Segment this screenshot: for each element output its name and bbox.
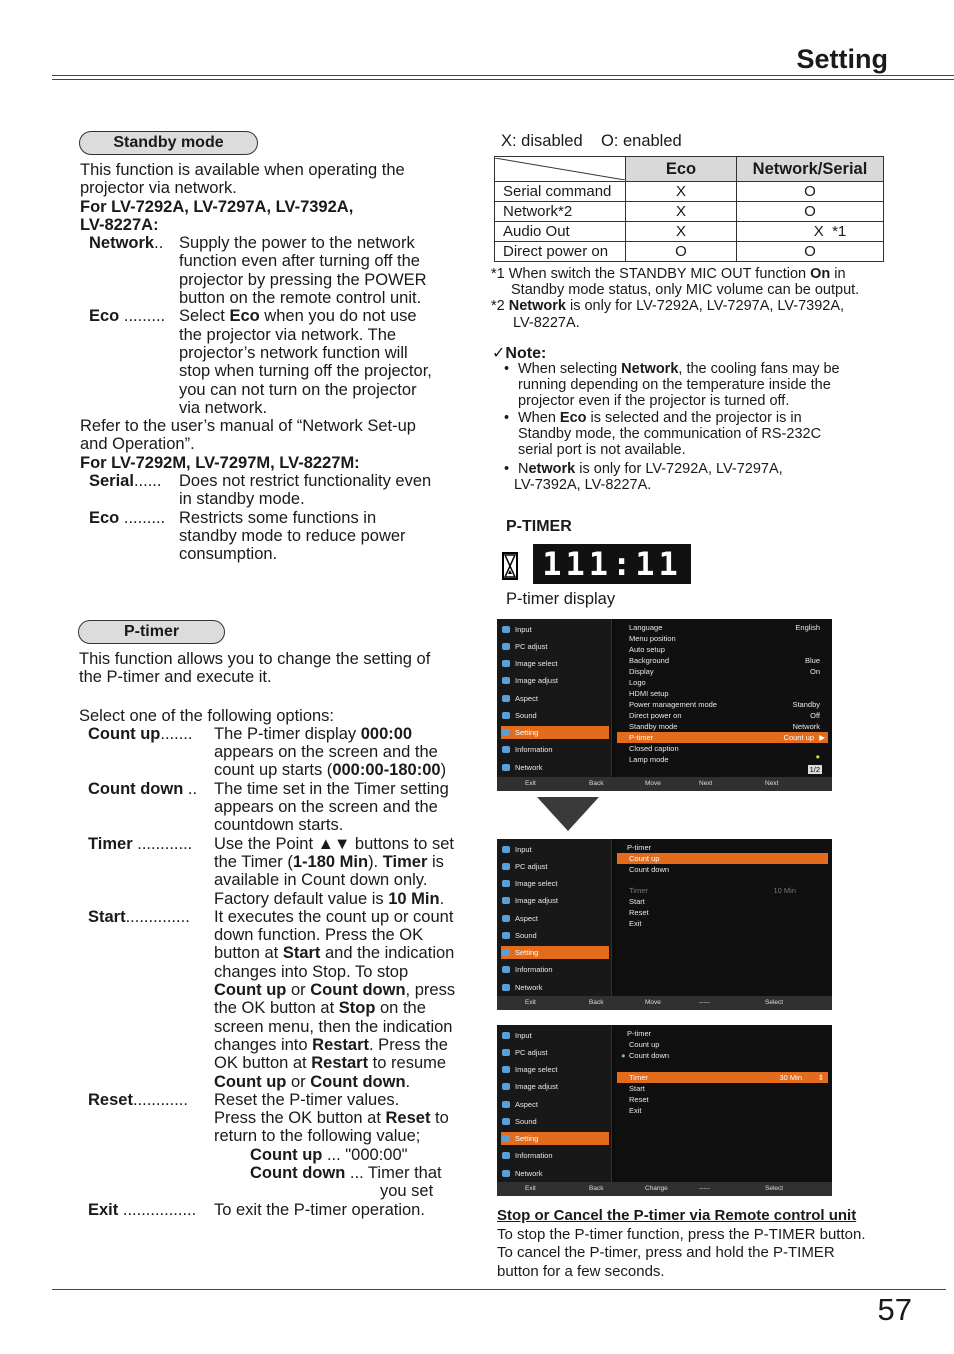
menu2-right-panel xyxy=(615,839,832,996)
menu-screenshot-setting xyxy=(497,619,832,791)
menu3-item-image-select[interactable]: Image select xyxy=(501,1063,609,1076)
note-b1-l2: running depending on the temperature inside the xyxy=(518,377,831,394)
standby-intro-line2: projector via network. xyxy=(80,179,237,198)
menu3-item-setting[interactable]: Setting xyxy=(501,1132,609,1145)
menu1-row-value: Off xyxy=(810,711,820,720)
exit-row xyxy=(79,1201,489,1219)
menu1-bar-move[interactable]: Move xyxy=(645,780,661,787)
menu1-item-image-adjust[interactable]: Image adjust xyxy=(501,674,609,687)
eco-desc-2: the projector via network. The xyxy=(179,325,397,344)
start-term: Start xyxy=(88,907,126,926)
menu1-row[interactable] xyxy=(629,666,828,677)
footnote2-line2: LV-8227A. xyxy=(513,314,580,331)
menu1-row-label: P-timer xyxy=(629,733,654,742)
note-title: Note: xyxy=(505,345,547,362)
ptimer-digits-display: 111:11 xyxy=(533,544,691,584)
radio-dot-icon: ● xyxy=(621,1051,626,1060)
serial-term: Serial xyxy=(89,472,134,491)
menu1-row-label: Auto setup xyxy=(629,645,665,654)
table-row-label: Network*2 xyxy=(495,202,626,222)
countup-row xyxy=(79,725,489,780)
menu1-row[interactable] xyxy=(629,721,828,732)
menu3-item-network[interactable]: Network xyxy=(501,1167,609,1180)
standby-models-a: For LV-7292A, LV-7297A, LV-7392A, xyxy=(80,197,354,216)
menu3-row-reset[interactable]: Reset xyxy=(629,1095,649,1104)
menu1-row-value: Blue xyxy=(804,656,820,665)
menu3-bar-change[interactable]: Change xyxy=(645,1185,668,1192)
start-l9-bold: Restart xyxy=(311,1054,369,1073)
timer-l2-post: is xyxy=(427,852,444,871)
network-desc-1: Supply the power to the network xyxy=(179,234,415,253)
countup-l3-pre: count up starts ( xyxy=(214,761,333,780)
countdown-desc-1: The time set in the Timer setting xyxy=(214,779,449,798)
menu1-item-sound[interactable]: Sound xyxy=(501,709,609,722)
menu1-row-label: Power management mode xyxy=(629,700,717,709)
serial-dots: ...... xyxy=(133,472,162,491)
standby-intro-line1: This function is available when operating the xyxy=(80,161,405,179)
menu3-option-label: Count down xyxy=(629,1051,670,1060)
footnote2-bold: Network xyxy=(508,298,566,315)
eco-desc-bold: Eco xyxy=(229,307,260,326)
table-corner xyxy=(495,157,626,182)
menu2-row-timer[interactable] xyxy=(629,885,828,896)
menu1-bar-exit[interactable]: Exit xyxy=(525,780,536,787)
note-b1-pre: When selecting xyxy=(518,361,622,377)
exit-term: Exit xyxy=(88,1200,119,1219)
timer-l3: available in Count down only. xyxy=(214,871,428,890)
standby-mode-pill: Standby mode xyxy=(79,131,258,155)
start-l7: screen menu, then the indication xyxy=(214,1017,453,1036)
standby-network-row xyxy=(80,234,480,307)
countup-l2: appears on the screen and the xyxy=(214,743,438,762)
menu1-item-input[interactable]: Input xyxy=(501,623,609,636)
remote-line2: To cancel the P-timer, press and hold the P-TIMER xyxy=(497,1244,835,1261)
timer-dots: ............ xyxy=(137,834,193,853)
table-row xyxy=(495,202,884,222)
menu1-row-value: On xyxy=(809,667,820,676)
start-l6-bold: Stop xyxy=(338,999,376,1018)
table-cell-eco: X xyxy=(626,182,737,202)
menu2-row-reset[interactable]: Reset xyxy=(629,908,649,917)
network-dots: .. xyxy=(154,234,164,253)
menu2-left-panel xyxy=(497,839,612,996)
eco-desc-5: you can not turn on the projector xyxy=(179,380,417,399)
eco-desc-post: when you do not use xyxy=(259,307,417,326)
menu1-row-label: Background xyxy=(629,656,670,665)
eco-desc-pre: Select xyxy=(179,307,230,326)
menu2-item-pc-adjust[interactable]: PC adjust xyxy=(501,860,609,873)
start-l1: It executes the count up or count xyxy=(214,907,454,926)
start-l4: changes into Stop. To stop xyxy=(214,962,409,981)
footnote2-post: is only for LV-7292A, LV-7297A, LV-7392A, xyxy=(565,298,845,315)
updown-arrows-icon: ⇕ xyxy=(817,1073,824,1082)
lightbulb-icon: ● xyxy=(815,752,820,761)
table-cell-network: O xyxy=(737,242,884,262)
menu1-bar-back[interactable]: Back xyxy=(589,780,604,787)
menu3-item-aspect[interactable]: Aspect xyxy=(501,1098,609,1111)
menu-screenshot-ptimer-countdown xyxy=(497,1025,832,1196)
header-rule-top xyxy=(52,75,954,76)
reset-l2-bold: Reset xyxy=(385,1109,431,1128)
menu2-bar-exit[interactable]: Exit xyxy=(525,999,536,1006)
menu1-row-value: English xyxy=(795,623,820,632)
menu3-bar-exit[interactable]: Exit xyxy=(525,1185,536,1192)
menu3-right-panel xyxy=(615,1025,832,1182)
table-cell-eco: X xyxy=(626,202,737,222)
eco-desc-4: stop when turning off the projector, xyxy=(179,362,432,381)
table-corner-diagonal xyxy=(495,158,625,180)
timer-l2-bold2: Timer xyxy=(382,852,428,871)
note-b3-bold: etwork xyxy=(528,461,576,478)
eco2-desc-1: Restricts some functions in xyxy=(179,508,377,527)
note-bullet-2 xyxy=(492,410,912,459)
page-number: 57 xyxy=(877,1292,912,1327)
table-row xyxy=(495,222,884,242)
reset-l3: return to the following value; xyxy=(214,1127,421,1146)
start-l10-mid: or xyxy=(286,1072,311,1091)
menu2-option-label: Count up xyxy=(629,854,660,863)
checkmark-icon: ✓ xyxy=(492,345,506,362)
menu1-row-label: Lamp mode xyxy=(629,755,669,764)
countdown-row xyxy=(79,780,489,835)
standby-serial-row xyxy=(80,472,480,509)
menu2-row-value: 10 Min xyxy=(773,886,796,895)
table-row-label: Direct power on xyxy=(495,242,626,262)
menu2-bar-move[interactable]: Move xyxy=(645,999,661,1006)
menu3-bar-back[interactable]: Back xyxy=(589,1185,604,1192)
ptimer-intro-line1: This function allows you to change the setting of xyxy=(79,650,431,668)
timer-l4-bold: 10 Min xyxy=(388,889,440,908)
menu1-row[interactable] xyxy=(629,699,828,710)
footnote1-pre: *1 When switch the STANDBY MIC OUT function xyxy=(491,266,811,282)
note-b1-post: , the cooling fans may be xyxy=(678,361,840,377)
standby-models-a2: LV-8227A: xyxy=(80,215,159,234)
footer-rule xyxy=(52,1289,946,1290)
table-row-label: Audio Out xyxy=(495,222,626,242)
menu1-item-information[interactable]: Information xyxy=(501,743,609,756)
eco-desc-6: via network. xyxy=(179,398,268,417)
menu3-row-start[interactable]: Start xyxy=(629,1084,645,1093)
start-l3-pre: button at xyxy=(214,944,283,963)
menu1-page-indicator: 1/2 xyxy=(809,765,820,774)
menu2-item-image-adjust[interactable]: Image adjust xyxy=(501,894,609,907)
timer-l4-pre: Factory default value is xyxy=(214,889,389,908)
hourglass-icon xyxy=(502,552,518,580)
eco-dots: ......... xyxy=(123,307,166,326)
menu3-row-label: Timer xyxy=(629,1073,648,1082)
footnote1-post: in xyxy=(830,266,846,282)
remote-heading: Stop or Cancel the P-timer via Remote control unit xyxy=(497,1207,857,1224)
start-l5-mid: or xyxy=(286,981,311,1000)
menu2-row-start[interactable]: Start xyxy=(629,897,645,906)
standby-mode-body xyxy=(80,161,480,564)
timer-row xyxy=(79,835,489,908)
eco2-dots: ......... xyxy=(123,508,166,527)
menu3-title: P-timer xyxy=(627,1029,652,1038)
menu1-row[interactable] xyxy=(629,633,828,644)
menu2-item-network[interactable]: Network xyxy=(501,981,609,994)
table-header-eco: Eco xyxy=(626,157,737,182)
menu1-row-value: Network xyxy=(792,722,820,731)
menu1-row-label: Language xyxy=(629,623,663,632)
start-l10-post: . xyxy=(405,1072,411,1091)
ptimer-body xyxy=(79,650,489,1219)
countdown-desc-3: countdown starts. xyxy=(214,816,344,835)
menu1-row-label: HDMI setup xyxy=(629,689,669,698)
standby-models-m: For LV-7292M, LV-7297M, LV-8227M: xyxy=(80,453,360,472)
table-cell-eco: X xyxy=(626,222,737,242)
ptimer-select-line: Select one of the following options: xyxy=(79,706,335,725)
menu1-row-ptimer[interactable] xyxy=(617,732,828,743)
menu1-row-label: Menu position xyxy=(629,634,676,643)
eco-term: Eco xyxy=(89,307,120,326)
menu3-left-panel xyxy=(497,1025,612,1182)
menu2-item-setting[interactable]: Setting xyxy=(501,946,609,959)
note-b3-pre: N xyxy=(518,461,529,478)
note-heading xyxy=(492,343,546,363)
start-l10-b2: Count down xyxy=(310,1072,406,1091)
start-l8-post: . Press the xyxy=(369,1035,448,1054)
note-b3-post: is only for LV-7292A, LV-7297A, xyxy=(575,461,783,478)
menu1-item-setting[interactable]: Setting xyxy=(501,726,609,739)
header-rule-bottom xyxy=(52,79,954,80)
timer-l2-mid: ). xyxy=(368,852,383,871)
start-l3-post: and the indication xyxy=(320,944,455,963)
remote-line1: To stop the P-timer function, press the P-TIMER button. xyxy=(497,1225,866,1243)
start-l8-bold: Restart xyxy=(312,1035,370,1054)
start-l5-post: , press xyxy=(405,981,456,1000)
menu1-row-value: Count up xyxy=(783,733,814,742)
menu2-item-image-select[interactable]: Image select xyxy=(501,877,609,890)
serial-desc-2: in standby mode. xyxy=(179,490,305,509)
start-row xyxy=(79,908,489,1091)
exit-dots: ................ xyxy=(122,1200,197,1219)
function-table xyxy=(494,156,884,262)
exit-desc: To exit the P-timer operation. xyxy=(214,1200,425,1219)
menu1-row[interactable] xyxy=(629,743,828,754)
reset-countup-val: ... "000:00" xyxy=(322,1145,408,1164)
reset-dots: ............ xyxy=(132,1090,188,1109)
menu3-option-countup[interactable] xyxy=(629,1039,828,1050)
eco-desc-3: projector’s network function will xyxy=(179,343,408,362)
menu3-item-pc-adjust[interactable]: PC adjust xyxy=(501,1046,609,1059)
remote-line3: button for a few seconds. xyxy=(497,1262,665,1280)
note-b2-bold: Eco xyxy=(559,409,587,426)
reset-term: Reset xyxy=(88,1090,133,1109)
table-header-network: Network/Serial xyxy=(737,157,884,182)
menu2-button-bar xyxy=(497,996,832,1010)
menu1-row-value: Standby xyxy=(792,700,820,709)
menu1-row[interactable] xyxy=(629,644,828,655)
menu1-item-network[interactable]: Network xyxy=(501,761,609,774)
start-l6-pre: the OK button at xyxy=(214,999,339,1018)
start-l9-post: to resume xyxy=(368,1054,447,1073)
menu1-row-label: Logo xyxy=(629,678,646,687)
menu1-row-label: Closed caption xyxy=(629,744,679,753)
menu1-row[interactable] xyxy=(629,754,828,765)
ptimer-pill: P-timer xyxy=(78,620,225,644)
menu2-row-label: Timer xyxy=(629,886,648,895)
menu2-item-information[interactable]: Information xyxy=(501,963,609,976)
menu2-bar-blank: ----- xyxy=(699,999,710,1006)
menu2-bar-select[interactable]: Select xyxy=(765,999,784,1006)
countdown-desc-2: appears on the screen and the xyxy=(214,798,438,817)
arrow-down-icon xyxy=(537,797,599,836)
start-l5-b1: Count up xyxy=(214,981,287,1000)
ptimer-intro-line2: the P-timer and execute it. xyxy=(79,668,272,687)
eco2-term: Eco xyxy=(89,508,120,527)
start-l9-pre: OK button at xyxy=(214,1054,312,1073)
menu3-item-input[interactable]: Input xyxy=(501,1029,609,1042)
menu1-row[interactable] xyxy=(629,688,828,699)
footnote1-bold: On xyxy=(810,266,831,282)
menu2-item-sound[interactable]: Sound xyxy=(501,929,609,942)
serial-desc-1: Does not restrict functionality even xyxy=(179,472,432,491)
note-b1-bold: Network xyxy=(621,361,679,377)
note-bullet-1 xyxy=(492,361,912,410)
menu3-bar-blank: ----- xyxy=(699,1185,710,1192)
table-legend: X: disabled O: enabled xyxy=(501,132,682,150)
triangle-right-icon: ▶ xyxy=(819,733,825,742)
remote-control-section xyxy=(497,1207,917,1281)
timer-l4-post: . xyxy=(439,889,445,908)
menu1-item-image-select[interactable]: Image select xyxy=(501,657,609,670)
start-l10-b1: Count up xyxy=(214,1072,287,1091)
footnote1-line2: Standby mode status, only MIC volume can be output. xyxy=(511,282,860,299)
menu1-right-panel xyxy=(615,619,832,777)
timer-l2-pre: the Timer ( xyxy=(214,852,293,871)
menu1-row-label: Display xyxy=(629,667,654,676)
countup-l1-bold: 000:00 xyxy=(360,724,413,743)
table-footnotes xyxy=(491,266,911,331)
start-l5-b2: Count down xyxy=(310,981,406,1000)
menu3-row-exit[interactable]: Exit xyxy=(629,1106,642,1115)
menu2-bar-back[interactable]: Back xyxy=(589,999,604,1006)
table-row xyxy=(495,242,884,262)
timer-l2-bold: 1-180 Min xyxy=(292,852,369,871)
table-cell-network: X *1 xyxy=(737,222,884,242)
reset-countdown-val: ... Timer that xyxy=(345,1164,442,1183)
standby-eco2-row xyxy=(80,509,480,564)
network-desc-4: button on the remote control unit. xyxy=(179,289,422,308)
eco2-desc-2: standby mode to reduce power xyxy=(179,526,406,545)
table-cell-eco: O xyxy=(626,242,737,262)
menu1-bar-ok-next[interactable]: Next xyxy=(765,780,779,787)
ptimer-heading: P-TIMER xyxy=(506,518,572,535)
menu3-row-timer[interactable] xyxy=(617,1072,828,1083)
menu1-row[interactable] xyxy=(629,655,828,666)
countup-l3-post: ) xyxy=(440,761,447,780)
menu2-option-label: Count down xyxy=(629,865,670,874)
reset-countdown-val2: you set xyxy=(380,1182,434,1201)
countdown-dots: .. xyxy=(187,779,198,798)
start-l3-bold: Start xyxy=(282,944,321,963)
menu3-item-information[interactable]: Information xyxy=(501,1149,609,1162)
menu2-item-aspect[interactable]: Aspect xyxy=(501,912,609,925)
reset-countup-bold: Count up xyxy=(250,1145,323,1164)
table-row-label: Serial command xyxy=(495,182,626,202)
note-b3-l2: LV-7392A, LV-8227A. xyxy=(514,477,652,494)
standby-eco-row xyxy=(80,307,480,417)
menu1-left-panel xyxy=(497,619,612,777)
note-bullet-3 xyxy=(492,461,912,493)
reset-l2-pre: Press the OK button at xyxy=(214,1109,386,1128)
menu1-row[interactable] xyxy=(629,677,828,688)
menu1-bar-next[interactable]: Next xyxy=(699,780,713,787)
start-l6-post: on the xyxy=(375,999,426,1018)
reset-countdown-bold: Count down xyxy=(250,1164,346,1183)
menu3-item-image-adjust[interactable]: Image adjust xyxy=(501,1080,609,1093)
note-b2-l2: Standby mode, the communication of RS-232C xyxy=(518,425,822,442)
menu3-item-sound[interactable]: Sound xyxy=(501,1115,609,1128)
reset-l2-post: to xyxy=(430,1109,449,1128)
network-term: Network xyxy=(89,234,155,253)
standby-refer-line2: and Operation”. xyxy=(80,435,195,454)
menu1-row[interactable] xyxy=(629,710,828,721)
footnote2-pre: *2 xyxy=(491,298,509,315)
reset-row xyxy=(79,1091,489,1201)
menu2-title: P-timer xyxy=(627,843,652,852)
eco2-desc-3: consumption. xyxy=(179,545,278,564)
start-l8-pre: changes into xyxy=(214,1035,313,1054)
menu3-option-countdown[interactable] xyxy=(621,1050,828,1061)
page-section-title: Setting xyxy=(796,44,888,74)
network-desc-2: function even after turning off the xyxy=(179,252,420,271)
countdown-term: Count down xyxy=(88,779,184,798)
menu2-option-countup[interactable] xyxy=(617,853,828,864)
menu3-option-label: Count up xyxy=(629,1040,660,1049)
table-cell-network: O xyxy=(737,202,884,222)
reset-l1: Reset the P-timer values. xyxy=(214,1090,400,1109)
timer-term: Timer xyxy=(88,834,133,853)
menu1-button-bar xyxy=(497,777,832,791)
network-desc-3: projector by pressing the POWER xyxy=(179,270,427,289)
note-b2-l3: serial port is not available. xyxy=(518,442,686,459)
note-b1-l3: projector even if the projector is turned off. xyxy=(518,393,790,410)
standby-refer-line1: Refer to the user’s manual of “Network Set-up xyxy=(80,417,416,436)
menu3-button-bar xyxy=(497,1182,832,1196)
menu1-row-label: Standby mode xyxy=(629,722,678,731)
timer-l1: Use the Point ▲▼ buttons to set xyxy=(214,834,454,853)
menu1-item-aspect[interactable]: Aspect xyxy=(501,692,609,705)
menu3-row-value: 30 Min xyxy=(779,1073,802,1082)
countup-l1-pre: The P-timer display xyxy=(214,724,361,743)
menu2-row-exit[interactable]: Exit xyxy=(629,919,642,928)
menu2-item-input[interactable]: Input xyxy=(501,843,609,856)
countup-dots: ....... xyxy=(160,724,193,743)
note-body xyxy=(492,361,912,494)
table-row xyxy=(495,182,884,202)
countup-l3-bold: 000:00-180:00 xyxy=(332,761,441,780)
menu1-row-label: Direct power on xyxy=(629,711,682,720)
countup-term: Count up xyxy=(88,724,161,743)
start-dots: .............. xyxy=(125,907,190,926)
start-l2: down function. Press the OK xyxy=(214,926,424,945)
menu3-bar-select[interactable]: Select xyxy=(765,1185,784,1192)
menu1-row[interactable] xyxy=(629,622,828,633)
note-b2-pre: When xyxy=(518,409,560,426)
ptimer-display-caption: P-timer display xyxy=(506,590,616,608)
menu-screenshot-ptimer-countup xyxy=(497,839,832,1010)
note-b2-post: is selected and the projector is in xyxy=(586,409,802,426)
menu2-option-countdown[interactable] xyxy=(629,864,828,875)
table-cell-network: O xyxy=(737,182,884,202)
menu1-item-pc-adjust[interactable]: PC adjust xyxy=(501,640,609,653)
